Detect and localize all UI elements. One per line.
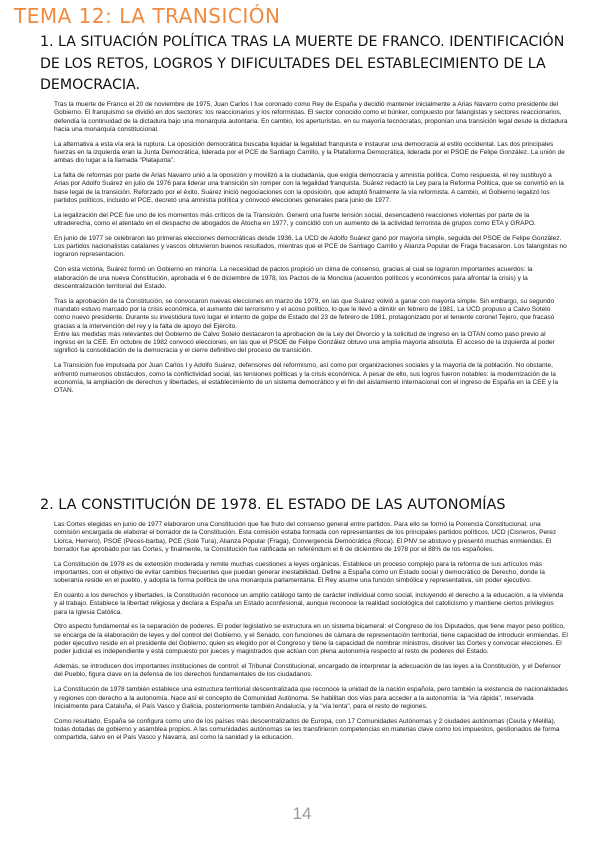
paragraph: La falta de reformas por parte de Arias Navarro unió a la oposición y movilizó a la ciudadanía, que exigía democracia y amnistía política. Como respuesta, el rey sustituyó a Arias por Adolfo Suárez en julio de 1976 para liderar una transición sin romper con la legalidad franquista. Suárez redactó la Ley para la Reforma Política, que se convirtió en la base legal de la transición. Reforzado por el éxito, Suárez inició negociaciones con la oposición, que adoptó finalmente la vía reformista. A cambio, el Gobierno legalizó los partidos políticos, incluido el PCE, decretó una amnistía política y convocó elecciones generales para junio de 1977. (54, 172, 564, 204)
section-1-body (54, 101, 568, 402)
paragraph: En junio de 1977 se celebraron las primeras elecciones democráticas desde 1936. La UCD de Adolfo Suárez ganó por mayoría simple, seguida del PSOE de Felipe González. Los partidos nacionalistas catalanes y vascos obtuvieron buenos resultados, mientras que el PCE de Santiago Carrillo y Alianza Popular de Fraga fracasaron. Los falangistas no lograron representación. (54, 234, 567, 259)
section-1-title: 1. LA SITUACIÓN POLÍTICA TRAS LA MUERTE DE FRANCO. IDENTIFICACIÓN DE LOS RETOS, LOGROS Y DIFICULTADES DEL ESTABLECIMIENTO DE LA DEMOCRACIA. (40, 34, 565, 93)
paragraph: Las Cortes elegidas en junio de 1977 elaboraron una Constitución que fue fruto del consenso general entre partidos. Para ello se formó la Ponencia Constitucional, una comisión encargada de elaborar el borrador de la Constitución. Esta comisión estaba formada con representantes de los principales partidos políticos, UCD (Cisneros, Perez Llorca, Herrero), PSOE (Peces-barba), PCE (Solé Tura), Alianza Popular (Fraga), Convergencia Democrática (Roca). El PNV se abstuvo y presentó muchas enmiendas. El borrador fue aprobado por las Cortes, y finalmente, la Constitución fue ratificada en referéndum el 6 de diciembre de 1978 por el 88% de los españoles. (54, 521, 557, 553)
paragraph: La Transición fue impulsada por Juan Carlos I y Adolfo Suárez, defensores del reformismo, así como por organizaciones sociales y la mayoría de la población. No obstante, enfrentó numerosos obstáculos, como la conflictividad social, las tensiones políticas y la crisis económica. A pesar de ello, sus logros fueron notables: la modernización de la economía, la ampliación de derechos y libertades, el establecimiento de un sistema democrático y el fin del aislamiento internacional con el ingreso de España en la CEE y la OTAN. (54, 362, 559, 395)
section-2-body (54, 521, 568, 749)
paragraph: Además, se introducen dos importantes instituciones de control: el Tribunal Constitucional, encargado de interpretar la adecuación de las leyes a la Constitución, y el Defensor del Pueblo, figura clave en la defensa de los derechos fundamentales de los ciudadanos. (54, 663, 561, 679)
paragraph: En cuanto a los derechos y libertades, la Constitución reconoce un amplio catálogo tanto de carácter individual como social, incluyendo el derecho a la educación, a la vivienda y al trabajo. Establece la libertad religiosa y declara a España un Estado aconfesional, aunque reconoce la realidad sociológica del catolicismo y mantiene ciertos privilegios para la Iglesia Católica. (54, 592, 564, 616)
paragraph: La legalización del PCE fue uno de los momentos más críticos de la Transición. Generó una fuerte tensión social, desencadenó reacciones violentas por parte de la ultraderecha, como el atentado en el despacho de abogados de Atocha en 1977, y coincidió con un aumento de la actividad terrorista de grupos como ETA y GRAPO. (54, 211, 536, 228)
paragraph: La Constitución de 1978 es de extensión moderada y remite muchas cuestiones a leyes orgánicas. Establece un proceso complejo para la reforma de sus artículos más importantes, con el objetivo de evitar cambios frecuentes que puedan generar inestabilidad. Define a España como un Estado social y democrático de Derecho, donde la soberanía reside en el pueblo, y adopta la forma política de una monarquía parlamentaria. El Rey asume una función simbólica y representativa, sin poder ejecutivo. (54, 560, 545, 585)
paragraph: Tras la muerte de Franco el 20 de noviembre de 1975, Juan Carlos I fue coronado como Rey de España y decidió mantener inicialmente a Arias Navarro como presidente del Gobierno. El franquismo se dividió en dos sectores: los reaccionarios y los reformistas. El sector conocido como el búnker, compuesto por falangistas y sectores reaccionarios, defendía la continuidad de la dictadura bajo una monarquía autoritaria. En cambio, los aperturistas, en su mayoría tecnócratas, proponían una transición legal desde la dictadura hacia una monarquía constitucional. (54, 101, 568, 133)
topic-title: TEMA 12: LA TRANSICIÓN (14, 4, 281, 28)
paragraph: Como resultado, España se configura como uno de los países más descentralizados de Europa, con 17 Comunidades Autónomas y 2 ciudades autónomas (Ceuta y Melilla), todas dotadas de gobierno y asamblea propios. A las comunidades autónomas se les transfirieron competencias en materias clave como los impuestos, gestionados de forma compartida, salvo en el País Vasco y Navarra, así como la sanidad y la educación. (54, 717, 560, 742)
paragraph: La Constitución de 1978 también establece una estructura territorial descentralizada que reconoce la unidad de la nación española, pero también la existencia de nacionalidades y regiones con derecho a la autonomía. Nace así el concepto de Comunidad Autónoma. Se habilitan dos vías para acceder a la autonomía: la "vía rápida", reservada inicialmente para Cataluña, el País Vasco y Galicia, posteriormente también Andalucía, y la "vía lenta", para el resto de regiones. (54, 686, 568, 710)
paragraph: Otro aspecto fundamental es la separación de poderes. El poder legislativo se estructura en un sistema bicameral: el Congreso de los Diputados, que tiene mayor peso político, se encarga de la elaboración de leyes y del control del Gobierno, y el Senado, con funciones de cámara de representación territorial, tiene capacidad de introducir enmiendas. El poder ejecutivo reside en el presidente del Gobierno, quien es elegido por el Congreso y tiene la capacidad de nombrar ministros, disolver las Cortes y convocar elecciones. El poder judicial es independiente y está compuesto por jueces y magistrados que actúan con plena autonomía respecto al resto de poderes del Estado. (54, 623, 568, 656)
paragraph: Tras la aprobación de la Constitución, se convocaron nuevas elecciones en marzo de 1979, en las que Suárez volvió a ganar con mayoría simple. Sin embargo, su segundo mandato estuvo marcado por la crisis económica, el aumento del terrorismo y el acoso político, lo que le llevó a dimitir en febrero de 1981. La UCD propuso a Calvo Sotelo como nuevo presidente. Durante su investidura tuvo lugar el intento de golpe de Estado del 23 de febrero de 1981, protagonizado por el teniente coronel Tejero, que fracasó gracias a la intervención del rey y la falta de apoyo del Ejército. (54, 297, 555, 330)
paragraph: Entre las medidas más relevantes del Gobierno de Calvo Sotelo destacaron la aprobación de la Ley del Divorcio y la solicitud de ingreso en la OTAN como paso previo al ingreso en la CEE. En octubre de 1982 convocó elecciones, en las que el PSOE de Felipe González obtuvo una amplia mayoría absoluta. El acceso de la izquierda al poder significó la consolidación de la democracia y el cierre definitivo del proceso de transición. (54, 330, 555, 355)
paragraph: Con esta victoria, Suárez formó un Gobierno en minoría. La necesidad de pactos propició un clima de consenso, gracias al cual se lograron importantes acuerdos: la elaboración de una nueva Constitución, aprobada el 6 de diciembre de 1978, los Pactos de la Moncloa (acuerdos políticos y económicos para afrontar la crisis) y la descentralización territorial del Estado. (54, 266, 533, 290)
paragraph: La alternativa a esta vía era la ruptura. La oposición democrática buscaba liquidar la legalidad franquista e instaurar una democracia al estilo occidental. Las dos principales fuerzas en la izquierda eran la Junta Democrática, liderada por el PCE de Santiago Carrillo, y la Plataforma Democrática, liderada por el PSOE de Felipe González. La unión de ambas dio lugar a la llamada “Platajunta”. (54, 140, 565, 165)
section-2-title: 2. LA CONSTITUCIÓN DE 1978. EL ESTADO DE LAS AUTONOMÍAS (40, 497, 506, 513)
page-number: 14 (292, 804, 312, 823)
